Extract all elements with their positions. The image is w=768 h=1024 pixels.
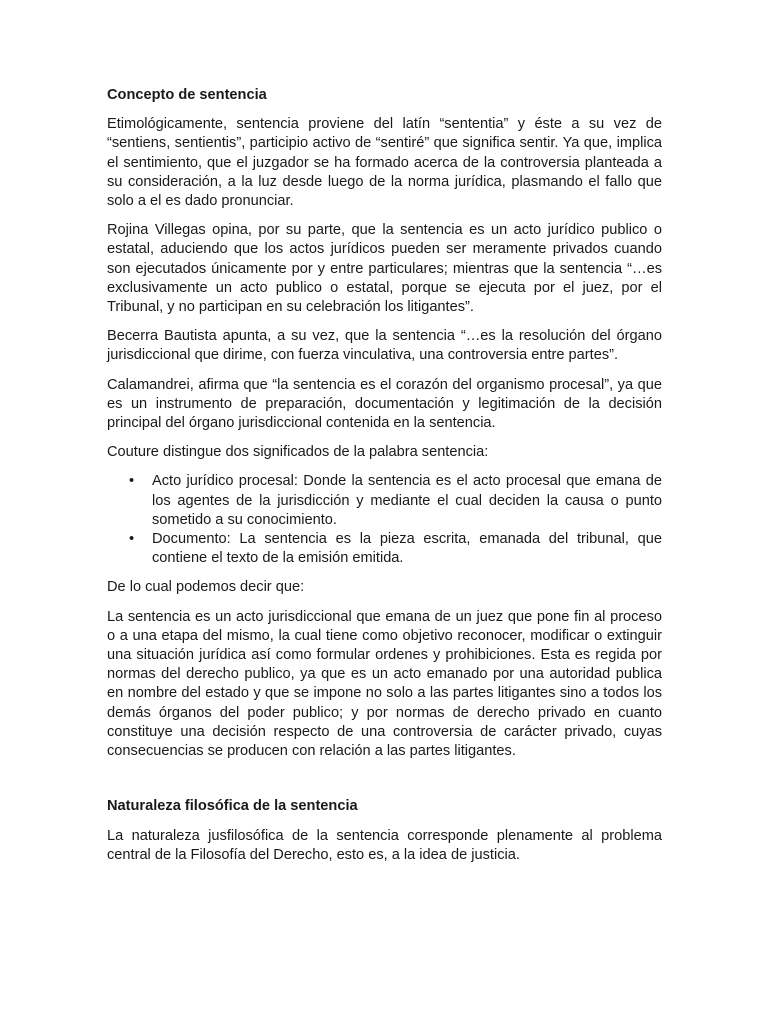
bullet-list xyxy=(107,472,662,568)
paragraph-couture: Couture distingue dos significados de la palabra sentencia: xyxy=(107,444,489,461)
paragraph-calamandrei: Calamandrei, afirma que “la sentencia es el corazón del organismo procesal”, ya que es un instrumento de preparación, documentación y legitimación de la decisión principal del órgano jurisdiccional contenida en la sentencia. xyxy=(107,376,662,432)
list-item: • Documento: La sentencia es la pieza escrita, emanada del tribunal, que contiene el texto de la emisión emitida. xyxy=(152,530,662,568)
section-heading-naturaleza: Naturaleza filosófica de la sentencia xyxy=(107,798,358,815)
paragraph-definicion: La sentencia es un acto jurisdiccional que emana de un juez que pone fin al proceso o a una etapa del mismo, la cual tiene como objetivo reconocer, modificar o extinguir una situación jurídica así como formular ordenes y prohibiciones. Esta es regida por normas del derecho publico, ya que es un acto emanado por una autoridad publica en nombre del estado y que se impone no solo a las partes litigantes sino a todos los demás órganos del poder publico; y por normas de derecho privado en cuanto constituye una decisión respecto de una controversia de carácter privado, cuyas consecuencias se producen con relación a las partes litigantes. xyxy=(107,608,662,760)
paragraph-rojina-villegas: Rojina Villegas opina, por su parte, que la sentencia es un acto jurídico publico o estatal, aduciendo que los actos jurídicos pueden ser meramente privados cuando son ejecutados únicamente por y entre particulares; mientras que la sentencia “…es exclusivamente un acto publico o estatal, porque se ejecuta por el juez, por el Tribunal, y no participan en su celebración los litigantes”. xyxy=(107,222,662,316)
list-item: • Acto jurídico procesal: Donde la sentencia es el acto procesal que emana de los agentes de la jurisdicción y mediante el cual deciden la causa o punto sometido a su conocimiento. xyxy=(152,472,662,530)
paragraph-becerra-bautista: Becerra Bautista apunta, a su vez, que la sentencia “…es la resolución del órgano jurisdiccional que dirime, con fuerza vinculativa, una controversia entre partes”. xyxy=(107,328,662,364)
paragraph-etimologia: Etimológicamente, sentencia proviene del latín “sententia” y éste a su vez de “sentiens, sentientis”, participio activo de “sentiré” que significa sentir. Ya que, implica el sentimiento, que el juzgador se ha formado acerca de la controversia planteada a su consideración, a la luz desde luego de la norma jurídica, plasmando el fallo que solo a el es dado pronunciar. xyxy=(107,116,662,210)
paragraph-conclusion-intro: De lo cual podemos decir que: xyxy=(107,579,305,596)
section-spacer xyxy=(107,771,662,797)
paragraph-naturaleza: La naturaleza jusfilosófica de la sentencia corresponde plenamente al problema central de la Filosofía del Derecho, esto es, a la idea de justicia. xyxy=(107,827,662,863)
document-page xyxy=(107,86,662,875)
section-heading-concepto: Concepto de sentencia xyxy=(107,87,267,103)
